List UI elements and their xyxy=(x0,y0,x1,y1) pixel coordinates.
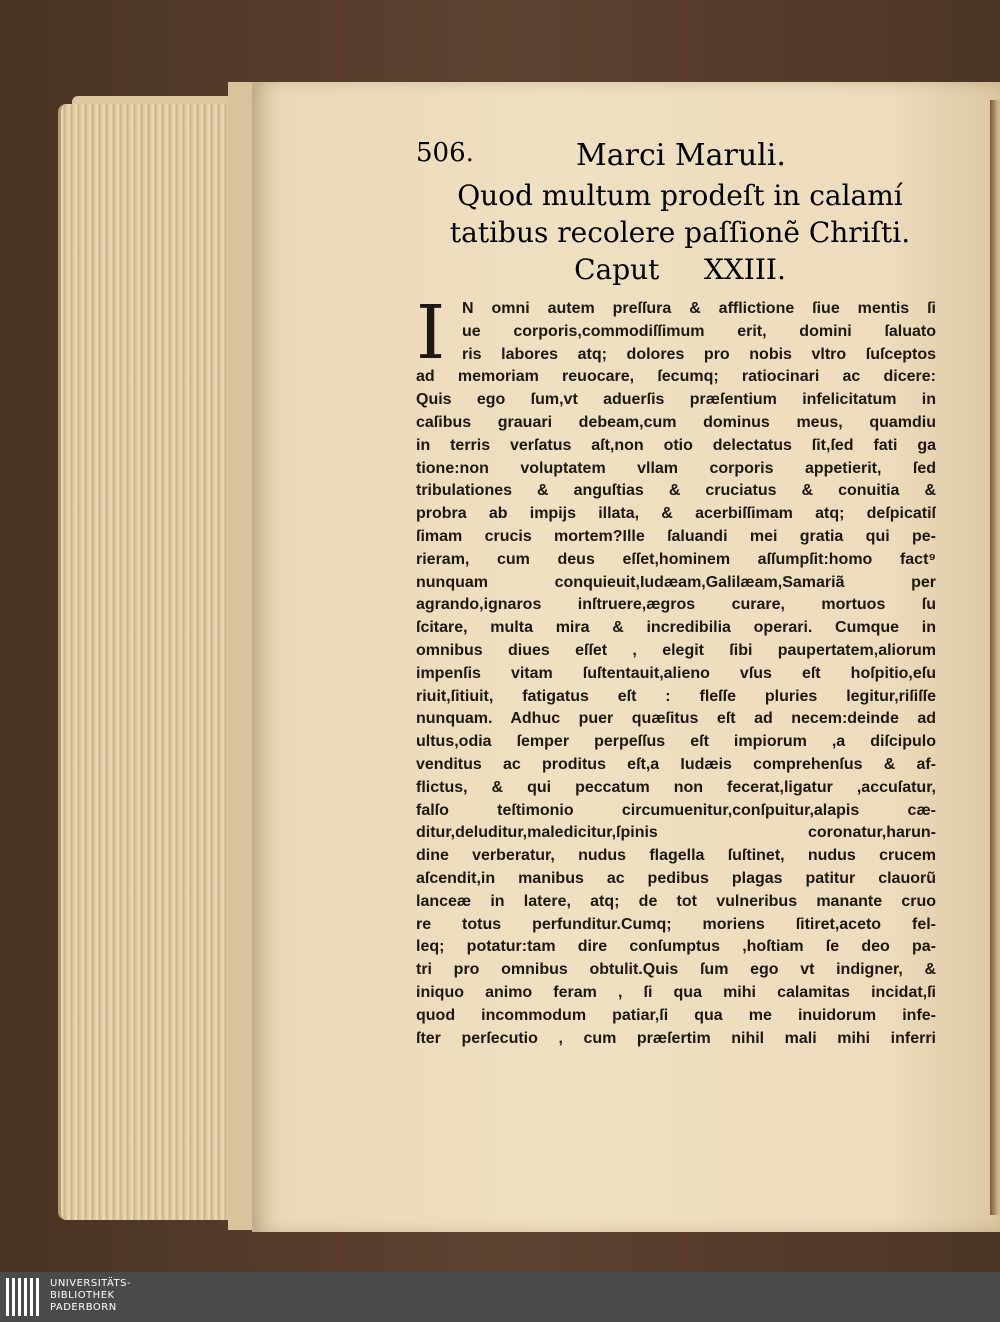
body-line: impenſis vitam ſuſtentauit,alieno vſus eſt hoſpitio,eſu xyxy=(416,664,936,682)
logo-line-3: PADERBORN xyxy=(50,1302,117,1313)
body-line: ſter perſecutio , cum præſertim nihil mali mihi inferri xyxy=(416,1029,936,1047)
body-line: ue corporis,commodiſſimum erit, domini ſaluato xyxy=(462,322,936,340)
page-header xyxy=(416,138,816,178)
body-line: ſcitare, multa mira & incredibilia operari. Cumque in xyxy=(416,619,936,637)
body-line: tri pro omnibus obtulit.Quis ſum ego vt indigner, & xyxy=(416,961,936,979)
body-line: riuit,ſitiuit, fatigatus eſt : fleſſe pluries legitur,riſiſſe xyxy=(416,687,936,705)
body-line: ad memoriam reuocare, ſecumq; ratiocinari ac dicere: xyxy=(416,368,936,386)
right-page-edge xyxy=(990,100,1000,1215)
body-line: ſimam crucis mortem?Ille ſaluandi mei gratia qui pe- xyxy=(416,527,936,545)
page-number: 506. xyxy=(416,138,474,168)
library-logo-icon xyxy=(6,1278,42,1316)
body-line: aſcendit,in manibus ac pedibus plagas patitur clauorũ xyxy=(416,869,936,887)
body-line: caſibus grauari debeam,cum dominus meus, quamdiu xyxy=(416,413,936,431)
running-head: Marci Maruli. xyxy=(576,138,786,173)
body-text xyxy=(416,290,936,1050)
library-logo-text xyxy=(50,1278,131,1314)
body-line: rieram, cum deus eſſet,hominem aſſumpſit:homo fact⁹ xyxy=(416,550,936,568)
body-line: N omni autem preſſura & afflictione ſiue mentis ſi xyxy=(462,300,936,317)
body-line: tione:non voluptatem vllam corporis appetierit, ſed xyxy=(416,459,936,477)
logo-line-1: UNIVERSITÄTS- xyxy=(50,1278,132,1289)
body-line: iniquo animo feram , ſi qua mihi calamitas incidat,ſi xyxy=(416,983,936,1001)
drop-cap: I xyxy=(416,290,446,376)
body-line: in terris verſatus aſt,non otio delectatus ſit,ſed fati ga xyxy=(416,436,936,454)
body-line: quod incommodum patiar,ſi qua me inuidorum infe- xyxy=(416,1006,936,1024)
body-line: ditur,deluditur,maledicitur,ſpinis coronatur,harun- xyxy=(416,824,936,842)
logo-line-2: BIBLIOTHEK xyxy=(50,1290,115,1301)
body-line: re totus perfunditur.Cumq; moriens ſitiret,aceto fel- xyxy=(416,915,936,933)
body-line: tribulationes & anguſtias & cruciatus & conuitia & xyxy=(416,482,936,500)
body-line: flictus, & qui peccatum non fecerat,ligatur ,accuſatur, xyxy=(416,778,936,796)
body-line: agrando,ignaros inſtruere,ægros curare, mortuos ſu xyxy=(416,596,936,614)
body-line: falſo teſtimonio circumuenitur,conſpuitur,alapis cæ- xyxy=(416,801,936,819)
body-line: ultus,odia ſemper perpeſſus eſt impiorum ,a diſcipulo xyxy=(416,733,936,751)
body-line: venditus ac proditus eſt,a Iudæis comprehenſus & af- xyxy=(416,755,936,773)
chapter-title-line-1: Quod multum prodeſt in calamí xyxy=(457,179,903,212)
body-line: omnibus diues eſſet , elegit ſibi paupertatem,aliorum xyxy=(416,641,936,659)
body-line: leq; potatur:tam dire conſumptus ,hoſtiam ſe deo pa- xyxy=(416,938,936,956)
body-line: lanceæ in latere, atq; de tot vulneribus manante cruo xyxy=(416,892,936,910)
chapter-title-line-2: tatibus recolere paſſionẽ Chriſti. xyxy=(449,216,911,249)
body-line: Quis ego ſum,vt aduerſis præſentium infelicitatum in xyxy=(416,391,936,409)
body-line: nunquam conquieuit,Iudæam,Galilæam,Samariã per xyxy=(416,573,936,591)
body-line: nunquam. Adhuc puer quæſitus eſt ad necem:deinde ad xyxy=(416,710,936,728)
chapter-title-line-3: Caput XXIII. xyxy=(574,253,786,286)
body-line: ris labores atq; dolores pro nobis vltro ſuſceptos xyxy=(462,345,936,363)
footer-bar xyxy=(0,1272,1000,1322)
body-line: dine verberatur, nudus flagella ſuſtinet, nudus crucem xyxy=(416,847,936,865)
body-line: probra ab impijs illata, & acerbiſſimam atq; deſpicatiſ xyxy=(416,505,936,523)
